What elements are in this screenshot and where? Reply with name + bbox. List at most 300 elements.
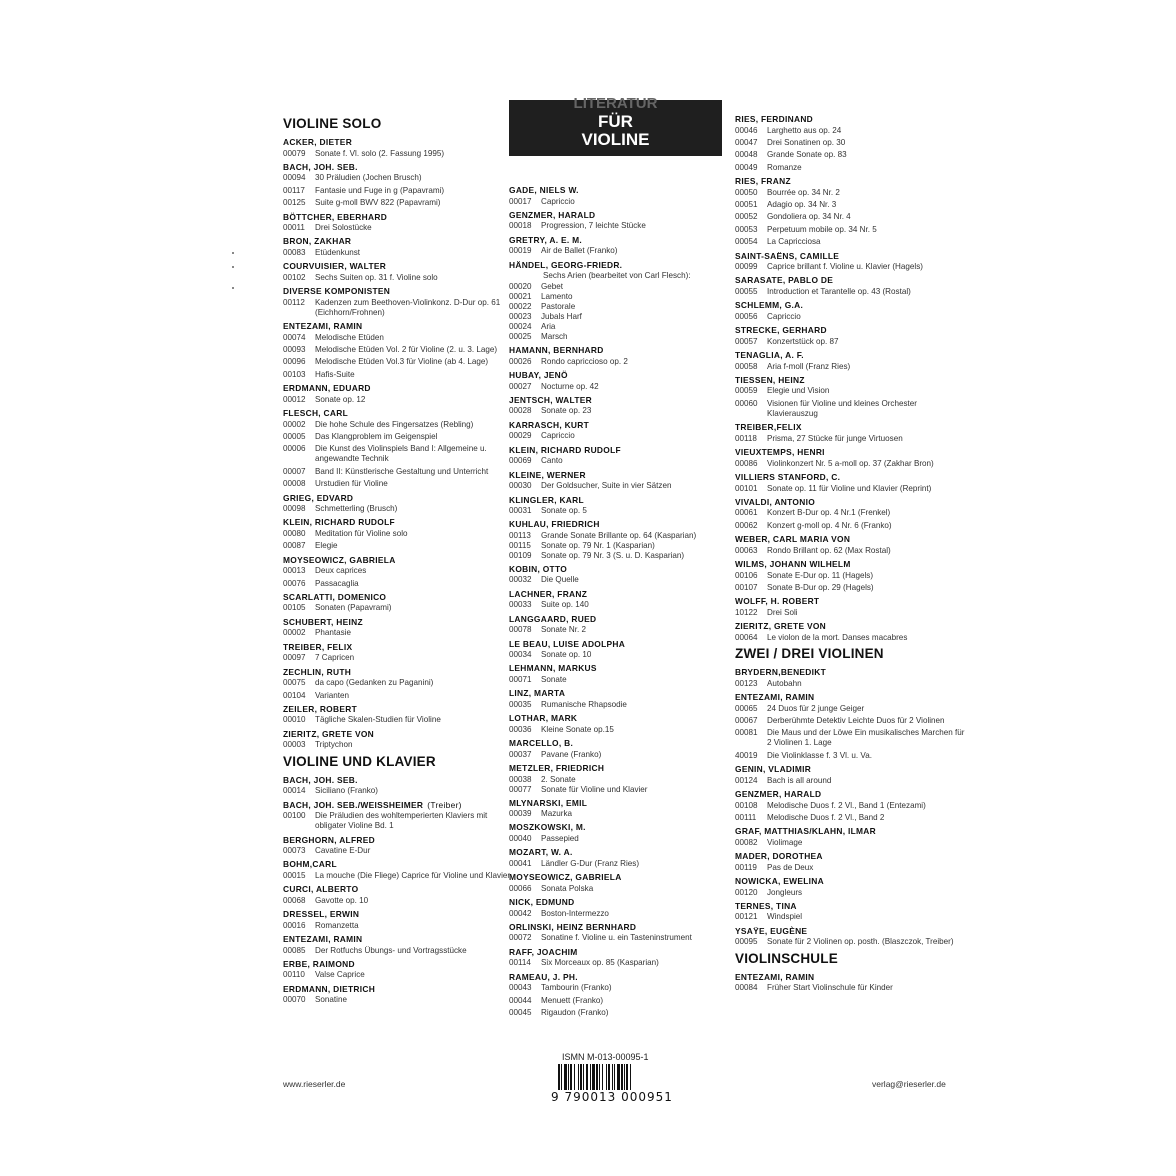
item-title: Konzertstück op. 87 (767, 336, 839, 346)
catalog-item (509, 282, 739, 292)
item-number: 00028 (509, 406, 532, 416)
barcode-bar (568, 1064, 569, 1090)
item-number: 00074 (283, 332, 306, 342)
composer-name: KLINGLER, KARL (509, 494, 584, 505)
item-number: 00094 (283, 173, 306, 183)
item-number: 00053 (735, 224, 758, 234)
composer-name: GADE, NIELS W. (509, 185, 579, 195)
catalog-item (509, 551, 739, 561)
composer-name: HAMANN, BERNHARD (509, 345, 604, 356)
catalog-item (283, 444, 513, 464)
item-title: Caprice brillant f. Violine u. Klavier (Hagels) (767, 262, 923, 272)
item-title: Jubals Harf (541, 312, 582, 322)
item-title: Nocturne op. 42 (541, 381, 599, 391)
composer-name: BACH, JOH. SEB. (283, 161, 358, 172)
catalog-item (735, 386, 965, 396)
item-title: Tambourin (Franko) (541, 983, 612, 993)
item-title: Tägliche Skalen-Studien für Violine (315, 715, 441, 725)
catalog-item (509, 197, 739, 207)
item-number: 00073 (283, 846, 306, 855)
banner-line-1: LITERATUR (573, 95, 658, 112)
catalog-item (735, 237, 965, 247)
catalog-item (735, 776, 965, 786)
catalog-item (735, 608, 965, 618)
item-title: Melodische Duos f. 2 Vl., Band 1 (Entezami) (767, 800, 926, 810)
item-number: 00056 (735, 311, 758, 321)
item-title: Schmetterling (Brusch) (315, 504, 398, 514)
item-number: 00101 (735, 483, 758, 493)
barcode-image (556, 1064, 672, 1092)
catalog-item (509, 431, 739, 441)
composer-name: ZECHLIN, RUTH (283, 666, 352, 677)
website-link[interactable]: www.rieserler.de (283, 1079, 346, 1089)
catalog-item (283, 395, 513, 405)
item-title: Windspiel (767, 912, 803, 922)
catalog-item (735, 716, 965, 726)
item-title: Ländler G-Dur (Franz Ries) (541, 858, 640, 868)
composer-name: TREIBER, FELIX (283, 641, 353, 652)
composer-name: BERGHORN, ALFRED (283, 834, 375, 845)
catalog-item (509, 700, 739, 710)
item-number: 00044 (509, 995, 532, 1005)
composer-name: NOWICKA, EWELINA (735, 876, 825, 887)
catalog-column-3 (735, 113, 965, 996)
barcode-bar (630, 1064, 631, 1090)
item-number: 00055 (735, 286, 758, 296)
item-number: 00057 (735, 336, 758, 346)
item-number: 00040 (509, 833, 532, 843)
barcode-bar (614, 1064, 615, 1090)
catalog-item (283, 273, 513, 283)
item-title: Capriccio (541, 196, 575, 206)
item-title: Melodische Etüden (315, 332, 384, 342)
item-title: Der Goldsucher, Suite in vier Sätzen (541, 481, 672, 491)
composer-name: KLEINE, WERNER (509, 469, 586, 480)
item-number: 00076 (283, 578, 306, 588)
catalog-item (509, 809, 739, 819)
item-title: Sonate op. 79 Nr. 1 (Kasparian) (541, 540, 655, 550)
catalog-item (509, 302, 739, 312)
item-title: Sonate op. 11 für Violine und Klavier (Reprint) (767, 483, 932, 493)
composer-name: WILMS, JOHANN WILHELM (735, 559, 851, 570)
composer-name: VIVALDI, ANTONIO (735, 496, 816, 507)
catalog-item (283, 248, 513, 258)
item-number: 00012 (283, 394, 306, 404)
composer-name: RAFF, JOACHIM (509, 946, 578, 957)
catalog-item (509, 650, 739, 660)
item-number: 00021 (509, 292, 532, 302)
section-heading: VIOLINSCHULE (735, 950, 838, 966)
catalog-item (509, 675, 739, 685)
item-number: 00041 (509, 858, 532, 868)
section-heading: VIOLINE UND KLAVIER (283, 753, 436, 769)
item-title: Melodische Duos f. 2 Vl., Band 2 (767, 812, 885, 822)
barcode-bar (561, 1064, 562, 1090)
item-title: Die hohe Schule des Fingersatzes (Rebling) (315, 419, 474, 429)
isbn-label: ISMN M-013-00095-1 (562, 1052, 649, 1062)
item-group (509, 531, 739, 561)
item-title: Suite g-moll BWV 822 (Papavrami) (315, 198, 441, 208)
item-number: 00002 (283, 628, 306, 638)
item-title: Valse Caprice (315, 970, 365, 980)
item-number: 00077 (509, 784, 532, 794)
composer-name: LEHMANN, MARKUS (509, 663, 597, 674)
item-number: 00047 (735, 137, 758, 147)
item-title: Der Rotfuchs Übungs- und Vortragsstücke (315, 945, 467, 955)
catalog-item (509, 909, 739, 919)
item-title: Air de Ballet (Franko) (541, 246, 618, 256)
composer-name: VIEUXTEMPS, HENRI (735, 447, 825, 458)
item-number: 00027 (509, 381, 532, 391)
item-number: 00119 (735, 862, 757, 872)
catalog-item (735, 434, 965, 444)
catalog-item (509, 406, 739, 416)
item-number: 00096 (283, 357, 306, 367)
catalog-item (283, 653, 513, 663)
catalog-item (735, 813, 965, 823)
composer-name: BACH, JOH. SEB. (283, 774, 358, 785)
catalog-item (509, 600, 739, 610)
composer-name: DRESSEL, ERWIN (283, 909, 360, 920)
section-heading: VIOLINE SOLO (283, 116, 382, 131)
composer-name: LINZ, MARTA (509, 688, 566, 699)
item-title: Fantasie und Fuge in g (Papavrami) (315, 185, 445, 195)
catalog-item (509, 775, 739, 785)
item-title: Perpetuum mobile op. 34 Nr. 5 (767, 224, 877, 234)
composer-name: ZIERITZ, GRETE VON (283, 728, 375, 739)
item-number: 00107 (735, 582, 758, 592)
composer-name: KLEIN, RICHARD RUDOLF (283, 517, 395, 528)
item-title: Die Maus und der Löwe Ein musikalisches Marchen für 2 Violinen 1. Lage (767, 728, 965, 748)
item-title: Boston-Intermezzo (541, 908, 609, 918)
catalog-item (509, 884, 739, 894)
item-number: 00070 (283, 995, 306, 1005)
composer-name: BOHM,CARL (283, 859, 337, 870)
composer-name: TREIBER,FELIX (735, 422, 802, 433)
catalog-item (283, 541, 513, 551)
item-title: Sonate für 2 Violinen op. posth. (Blaszczok, Treiber) (767, 937, 954, 947)
item-number: 00013 (283, 566, 306, 576)
item-number: 00024 (509, 322, 532, 332)
catalog-item (283, 603, 513, 613)
item-title: Drei Soli (767, 607, 798, 617)
item-title: Phantasie (315, 628, 351, 638)
item-number: 00038 (509, 774, 532, 784)
composer-name: KLEIN, RICHARD RUDOLF (509, 444, 621, 455)
catalog-item (509, 750, 739, 760)
catalog-item (735, 679, 965, 689)
composer-name: YSAŸE, EUGÈNE (735, 925, 808, 936)
catalog-item (283, 333, 513, 343)
barcode-bar (558, 1064, 560, 1090)
item-title: Konzert g-moll op. 4 Nr. 6 (Franko) (767, 520, 892, 530)
catalog-item (283, 420, 513, 430)
item-number: 00104 (283, 690, 306, 700)
catalog-item (735, 312, 965, 322)
catalog-item (735, 583, 965, 593)
composer-name: METZLER, FRIEDRICH (509, 763, 605, 774)
item-number: 00113 (509, 530, 531, 540)
item-number: 00019 (509, 246, 532, 256)
composer-name: BÖTTCHER, EBERHARD (283, 211, 388, 222)
item-number: 00120 (735, 887, 758, 897)
catalog-item (283, 173, 513, 183)
item-title: Gondoliera op. 34 Nr. 4 (767, 212, 851, 222)
item-number: 00105 (283, 603, 306, 613)
item-title: Marsch (541, 332, 568, 342)
catalog-item (735, 508, 965, 518)
catalog-item (735, 704, 965, 714)
item-title: Larghetto aus op. 24 (767, 125, 842, 135)
item-number: 00058 (735, 361, 758, 371)
catalog-item (283, 786, 513, 796)
item-title: Capriccio (541, 431, 575, 441)
composer-name: VILLIERS STANFORD, C. (735, 472, 841, 483)
item-number: 00051 (735, 199, 758, 209)
catalog-item (735, 484, 965, 494)
item-title: Rumanische Rhapsodie (541, 699, 627, 709)
composer-name: RIES, FRANZ (735, 176, 791, 187)
margin-mark (232, 287, 234, 289)
item-number: 00121 (735, 912, 758, 922)
catalog-item (735, 571, 965, 581)
catalog-item (735, 863, 965, 873)
item-number: 00063 (735, 545, 758, 555)
item-number: 00002 (283, 419, 306, 429)
email-link[interactable]: verlag@rieserler.de (872, 1079, 946, 1089)
item-group (509, 282, 739, 342)
item-number: 00065 (735, 703, 758, 713)
item-number: 00082 (735, 837, 758, 847)
item-number: 00022 (509, 302, 532, 312)
item-number: 00099 (735, 262, 758, 272)
item-number: 00114 (509, 958, 531, 968)
catalog-item (283, 740, 513, 750)
item-title: Varianten (315, 690, 350, 700)
composer-name: ENTEZAMI, RAMIN (283, 321, 363, 332)
catalog-item (283, 896, 513, 906)
item-number: 00108 (735, 800, 758, 810)
composer-row (283, 799, 513, 812)
catalog-item (509, 1008, 739, 1018)
item-title: Sonate Nr. 2 (541, 625, 586, 635)
catalog-item (283, 298, 513, 318)
item-title: Die Präludien des wohltemperierten Klaviers mit obligater Violine Bd. 1 (315, 811, 488, 831)
catalog-item (509, 531, 739, 541)
item-number: 00117 (283, 185, 305, 195)
composer-name: KUHLAU, FRIEDRICH (509, 519, 600, 530)
catalog-item (509, 625, 739, 635)
composer-name: WOLFF, H. ROBERT (735, 596, 820, 607)
item-number: 00006 (283, 444, 306, 454)
catalog-item (283, 846, 513, 856)
item-number: 00023 (509, 312, 532, 322)
item-title: Prisma, 27 Stücke für junge Virtuosen (767, 433, 903, 443)
item-title: Passepied (541, 833, 579, 843)
composer-name: BACH, JOH. SEB./WEISSHEIMER (283, 799, 424, 810)
barcode-bar (599, 1064, 600, 1090)
item-title: Band II: Künstlerische Gestaltung und Unterricht (315, 466, 489, 476)
item-number: 00097 (283, 653, 306, 663)
catalog-item (735, 188, 965, 198)
item-title: Aria f-moll (Franz Ries) (767, 361, 851, 371)
composer-name: KARRASCH, KURT (509, 419, 590, 430)
catalog-item (283, 715, 513, 725)
item-number: 00075 (283, 678, 306, 688)
item-title: La Capricciosa (767, 237, 821, 247)
item-title: Passacaglia (315, 578, 359, 588)
composer-name: SARASATE, PABLO DE (735, 275, 834, 286)
item-number: 00059 (735, 386, 758, 396)
item-number: 00112 (283, 297, 305, 307)
composer-name: ERDMANN, EDUARD (283, 383, 371, 394)
banner-line-2: FÜR (598, 112, 633, 131)
composer-name: ZIERITZ, GRETE VON (735, 621, 827, 632)
catalog-item (735, 287, 965, 297)
item-number: 00111 (735, 812, 757, 822)
item-number: 00003 (283, 740, 306, 750)
item-number: 00020 (509, 282, 532, 292)
item-title: Cavatine E-Dur (315, 846, 371, 855)
item-number: 00084 (735, 983, 758, 993)
item-title: Triptychon (315, 740, 353, 750)
barcode-bar (612, 1064, 613, 1090)
margin-mark (232, 266, 234, 268)
item-title: Deux caprices (315, 566, 367, 576)
catalog-item (735, 150, 965, 160)
item-number: 00008 (283, 479, 306, 489)
item-number: 00054 (735, 237, 758, 247)
catalog-item (283, 504, 513, 514)
item-title: Die Quelle (541, 575, 579, 585)
item-number: 00100 (283, 811, 306, 821)
catalog-item (735, 633, 965, 643)
item-title: Le violon de la mort. Danses macabres (767, 632, 908, 642)
catalog-item (735, 138, 965, 148)
composer-name: RAMEAU, J. PH. (509, 971, 578, 982)
item-title: Hafis-Suite (315, 369, 355, 379)
collection-note: Sechs Arien (bearbeitet von Carl Flesch): (543, 271, 691, 281)
catalog-item (283, 149, 513, 159)
composer-name: ENTEZAMI, RAMIN (735, 971, 815, 982)
catalog-item (283, 198, 513, 208)
catalog-item (735, 262, 965, 272)
item-number: 00061 (735, 508, 758, 518)
item-title: Elegie und Vision (767, 386, 830, 396)
composer-name: ENTEZAMI, RAMIN (735, 692, 815, 703)
item-title: da capo (Gedanken zu Paganini) (315, 678, 434, 688)
item-number: 00060 (735, 398, 758, 408)
item-title: La mouche (Die Fliege) Caprice für Violine und Klavier (315, 870, 511, 880)
composer-name: MOYSEOWICZ, GABRIELA (509, 872, 622, 883)
catalog-item (509, 382, 739, 392)
item-number: 10122 (735, 607, 758, 617)
barcode-bar (608, 1064, 610, 1090)
margin-mark (232, 252, 234, 254)
item-title: Kadenzen zum Beethoven-Violinkonz. D-Dur op. 61 (Eichhorn/Frohnen) (315, 297, 501, 317)
composer-name: SCARLATTI, DOMENICO (283, 591, 387, 602)
catalog-item (735, 801, 965, 811)
item-number: 00007 (283, 466, 306, 476)
item-title: Sonate op. 5 (541, 506, 587, 516)
composer-name: SCHUBERT, HEINZ (283, 616, 363, 627)
catalog-item (509, 958, 739, 968)
item-number: 00125 (283, 198, 306, 208)
item-number: 00064 (735, 632, 758, 642)
item-title: Lamento (541, 292, 573, 302)
composer-name: MOYSEOWICZ, GABRIELA (283, 554, 396, 565)
item-title: Derberühmte Detektiv Leichte Duos für 2 Violinen (767, 715, 945, 725)
composer-name: COURVUISIER, WALTER (283, 261, 387, 272)
item-title: Suite op. 140 (541, 600, 589, 610)
item-number: 00080 (283, 528, 306, 538)
catalog-item (509, 859, 739, 869)
catalog-item (509, 575, 739, 585)
barcode-bar (578, 1064, 579, 1090)
item-title: Kleine Sonate op.15 (541, 724, 614, 734)
item-title: Grande Sonate op. 83 (767, 150, 847, 160)
composer-name: SCHLEMM, G.A. (735, 300, 804, 311)
composer-name: MOZART, W. A. (509, 847, 573, 858)
item-number: 00095 (735, 937, 758, 947)
catalog-item (735, 983, 965, 993)
item-number: 00036 (509, 724, 532, 734)
item-number: 00026 (509, 356, 532, 366)
composer-name: TIESSEN, HEINZ (735, 374, 805, 385)
item-title: Rigaudon (Franko) (541, 1008, 609, 1018)
composer-name: KOBIN, OTTO (509, 563, 568, 574)
item-title: Bourrée op. 34 Nr. 2 (767, 187, 840, 197)
barcode-bar (602, 1064, 603, 1090)
barcode-bar (586, 1064, 588, 1090)
item-title: Adagio op. 34 Nr. 3 (767, 199, 837, 209)
item-number: 00005 (283, 431, 306, 441)
item-title: Sonate op. 10 (541, 650, 592, 660)
item-number: 00030 (509, 481, 532, 491)
item-number: 00017 (509, 196, 532, 206)
composer-name: MLYNARSKI, EMIL (509, 797, 588, 808)
catalog-item (509, 221, 739, 231)
item-title: Grande Sonate Brillante op. 64 (Kasparian) (541, 530, 697, 540)
composer-name: GENZMER, HARALD (509, 209, 596, 220)
item-number: 00011 (283, 223, 305, 233)
barcode-bar (570, 1064, 572, 1090)
catalog-item (735, 459, 965, 469)
catalog-item (509, 785, 739, 795)
catalog-item (509, 312, 739, 322)
item-number: 00014 (283, 786, 306, 796)
item-number: 00039 (509, 809, 532, 819)
item-number: 00098 (283, 504, 306, 514)
barcode-bar (596, 1064, 598, 1090)
barcode-bar (592, 1064, 595, 1090)
item-title: Elegie (315, 541, 338, 551)
catalog-item (509, 933, 739, 943)
item-group (509, 775, 739, 795)
composer-name: SAINT-SAËNS, CAMILLE (735, 250, 840, 261)
item-number: 00015 (283, 870, 306, 880)
item-number: 00031 (509, 506, 532, 516)
item-title: Sonate (541, 674, 567, 684)
item-number: 00043 (509, 983, 532, 993)
catalog-column-2 (509, 184, 739, 1020)
item-title: Canto (541, 456, 563, 466)
item-title: Sonaten (Papavrami) (315, 603, 392, 613)
catalog-item (735, 200, 965, 210)
catalog-item (283, 946, 513, 956)
catalog-item (735, 838, 965, 848)
catalog-item (283, 345, 513, 355)
